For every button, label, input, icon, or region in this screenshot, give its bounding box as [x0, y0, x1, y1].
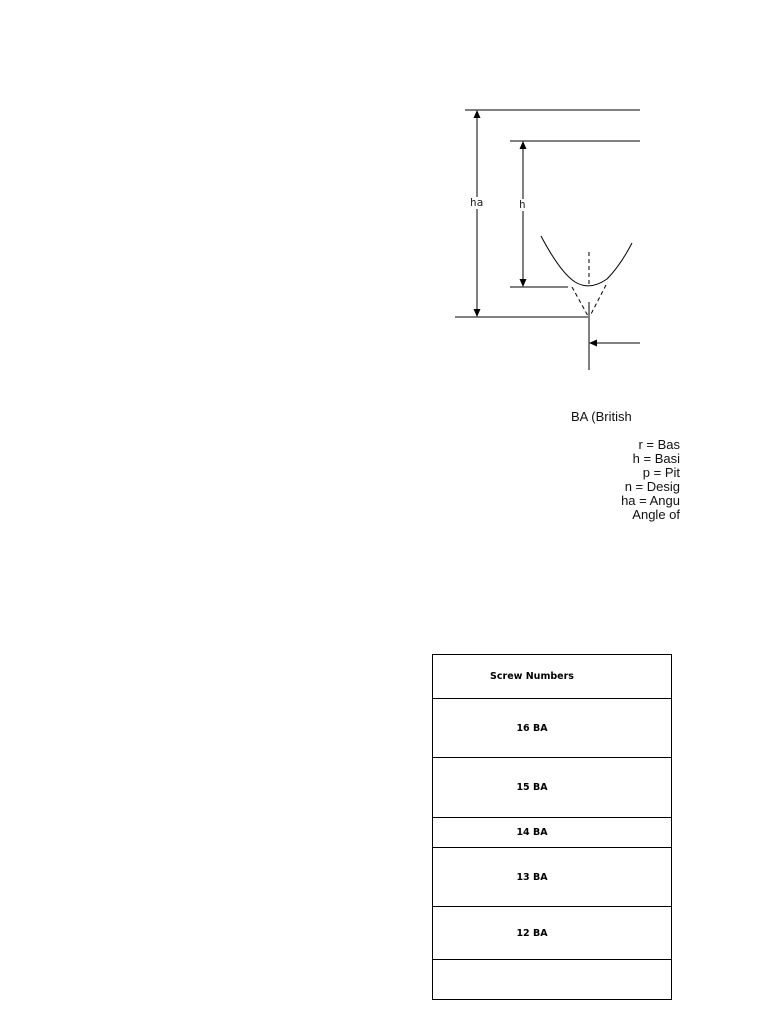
legend-line-n: n = Desig [624, 479, 680, 494]
screw-numbers-table [432, 654, 672, 1000]
legend-lines [548, 437, 680, 522]
legend-line-r: r = Bas [638, 437, 680, 452]
table-row [433, 758, 672, 818]
table-header-row [433, 655, 672, 699]
legend-title: BA (British [571, 409, 632, 424]
ha-arrow-top [474, 110, 481, 118]
table-cell-screw-number: 16 BA [433, 699, 672, 758]
thread-profile-diagram [0, 0, 633, 400]
table-cell-screw-number: 12 BA [433, 907, 672, 960]
table-header-screw-numbers: Screw Numbers [433, 655, 672, 699]
table-cell-screw-number: 15 BA [433, 758, 672, 818]
h-arrow-bottom [520, 279, 527, 287]
ha-dimension-label: ha [470, 196, 484, 209]
table-row [433, 907, 672, 960]
table-row [433, 699, 672, 758]
ha-arrow-bottom [474, 309, 481, 317]
table-cell-screw-number: 13 BA [433, 848, 672, 907]
left-flank-extension [572, 287, 588, 316]
legend-line-h: h = Basi [632, 451, 680, 466]
pitch-arrow-left [589, 340, 597, 347]
legend-line-angle: Angle of [632, 507, 680, 522]
thread-root-curve [541, 236, 632, 286]
table-row [433, 960, 672, 1000]
table-cell-screw-number: 14 BA [433, 818, 672, 848]
table-cell-screw-number [433, 960, 672, 1000]
right-flank-extension [590, 285, 606, 316]
legend-line-ha: ha = Angu [621, 493, 680, 508]
h-dimension-label: h [519, 198, 526, 211]
table-row [433, 848, 672, 907]
h-arrow-top [520, 141, 527, 149]
legend-line-p: p = Pit [642, 465, 680, 480]
table-row [433, 818, 672, 848]
